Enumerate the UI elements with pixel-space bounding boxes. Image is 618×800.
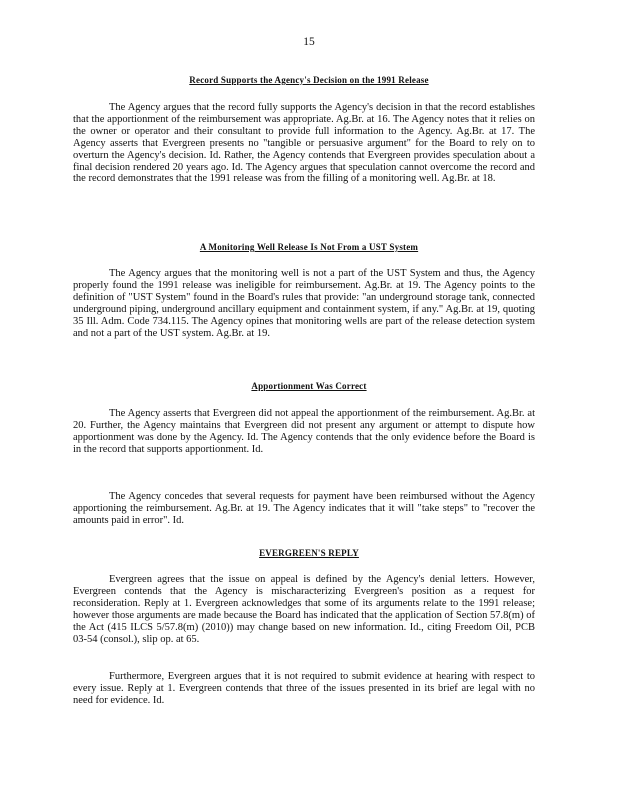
paragraph-evergreen-reply-1: Evergreen agrees that the issue on appeal is defined by the Agency's denial letters. However, Evergreen contends that the Agency is mischaracterizing Evergreen's position as a request for reconsideration. Reply at 1. Evergreen acknowledges that some of its arguments relate to the 1991 release; however those arguments are made because the Board has indicated that the application of Section 57.8(m) of the Act (415 ILCS 5/57.8(m) (2010)) may change based on new information. Id., citing Freedom Oil, PCB 03-54 (consol.), slip op. at 65. [73, 574, 535, 645]
paragraph-record-supports: The Agency argues that the record fully supports the Agency's decision in that the record establishes that the apportionment of the reimbursement was appropriate. Ag.Br. at 16. The Agency notes that it relies on the owner or operator and their consultant to provide full information to the Agency. Ag.Br. at 17. The Agency asserts that Evergreen presents no "tangible or persuasive argument" for the Board to rely on to overturn the Agency's decision. Id. Rather, the Agency contends that Evergreen provides speculation about a final decision rendered 20 years ago. Id. The Agency argues that speculation cannot overcome the record and the record demonstrates that the 1991 release was from the filling of a monitoring well. Ag.Br. at 18. [73, 102, 535, 185]
section-heading-monitoring-well: A Monitoring Well Release Is Not From a UST System [199, 242, 419, 252]
page-number: 15 [303, 36, 315, 48]
section-heading-evergreen-reply: EVERGREEN'S REPLY [259, 548, 359, 558]
paragraph-apportionment-1: The Agency asserts that Evergreen did not appeal the apportionment of the reimbursement. Ag.Br. at 20. Further, the Agency maintains that Evergreen did not present any argument or attempt to dispute how apportionment was done by the Agency. Id. The Agency contends that the only evidence before the Board is in the record that supports apportionment. Id. [73, 408, 535, 455]
paragraph-monitoring-well: The Agency argues that the monitoring well is not a part of the UST System and thus, the Agency properly found the 1991 release was ineligible for reimbursement. Ag.Br. at 19. The Agency points to the definition of "UST System" found in the Board's rules that provide: "an underground storage tank, connected underground piping, underground ancillary equipment and containment system, if any." Ag.Br. at 19, quoting 35 Ill. Adm. Code 734.115. The Agency opines that monitoring wells are part of the release detection system and not a part of the UST system. Ag.Br. at 19. [73, 268, 535, 339]
section-heading-apportionment: Apportionment Was Correct [251, 381, 367, 391]
paragraph-apportionment-2: The Agency concedes that several requests for payment have been reimbursed without the Agency apportioning the reimbursement. Ag.Br. at 19. The Agency indicates that it will "take steps" to "recover the amounts paid in error". Id. [73, 491, 535, 526]
paragraph-evergreen-reply-2: Furthermore, Evergreen argues that it is not required to submit evidence at hearing with respect to every issue. Reply at 1. Evergreen contends that three of the issues presented in its brief are legal with no need for evidence. Id. [73, 671, 535, 706]
section-heading-record-supports: Record Supports the Agency's Decision on the 1991 Release [189, 75, 429, 85]
